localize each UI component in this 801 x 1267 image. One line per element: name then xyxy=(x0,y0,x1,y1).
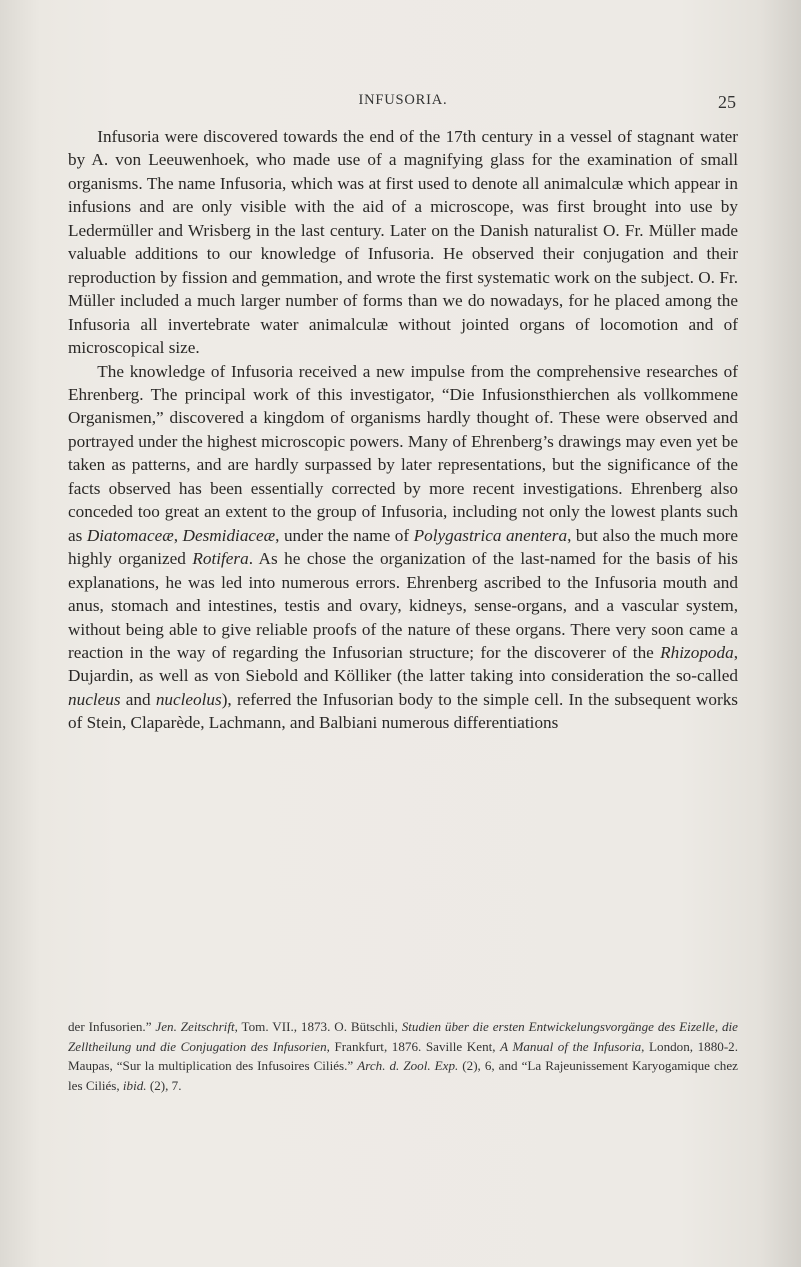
italic-term: Polygastrica anentera xyxy=(413,525,568,545)
text-run: , Dujardin, as well as von Siebold and Kölliker (the latter taking into consideration the so-called xyxy=(68,642,738,686)
italic-term: Rhizopoda xyxy=(660,642,734,662)
paragraph-1-text: Infusoria were discovered towards the end of the 17th century in a vessel of stagnant water by A. von Leeuwenhoek, who made use of a magnifying glass for the examination of small organisms. The name Infusoria, which was at first used to denote all animalculæ which appear in infusions and are only visible with the aid of a microscope, was first brought into use by Ledermüller and Wrisberg in the last century. Later on the Danish naturalist O. Fr. Müller made valuable additions to our knowledge of Infusoria. He observed their conjugation and their reproduction by fission and gemmation, and wrote the first systematic work on the subject. O. Fr. Müller included a much larger number of forms than we do nowadays, for he placed among the Infusoria all invertebrate water animalculæ without jointed organs of locomotion and of microscopical size. xyxy=(68,127,738,358)
text-run: . As he chose the organization of the last-named for the basis of his explanations, he was led into numerous errors. Ehrenberg ascribed to the Infusoria mouth and anus, stomach and intestines, testis and ovary, kidneys, sense-organs, and a vascular system, without being able to give reliable proofs of the nature of these organs. There very soon came a reaction in the way of regarding the Infusorian structure; for the discoverer of the xyxy=(68,549,738,662)
italic-term: nucleus xyxy=(68,689,121,709)
text-run: , London, 1880-2. Maupas, “Sur la multiplication des Infusoires Ciliés.” xyxy=(68,1038,738,1073)
text-run: (2), 7. xyxy=(146,1077,182,1093)
body-text xyxy=(68,125,738,735)
italic-citation: A Manual of the Infusoria xyxy=(500,1038,642,1054)
italic-term: Diatomaceæ xyxy=(86,525,174,545)
text-run: , Tom. VII., 1873. O. Bütschli, xyxy=(234,1019,402,1034)
italic-term: Rotifera xyxy=(192,549,249,569)
italic-citation: ibid. xyxy=(122,1077,147,1093)
italic-citation: Arch. d. Zool. Exp. xyxy=(357,1058,459,1073)
running-title: INFUSORIA. xyxy=(358,92,448,108)
paragraph-2 xyxy=(68,360,738,735)
text-run: , under the name of xyxy=(275,525,414,545)
footnote-text xyxy=(68,1017,738,1095)
page-header xyxy=(68,92,738,122)
text-run: ), referred the Infusorian body to the simple cell. In the subsequent works of Stein, Claparède, Lachmann, and Balbiani numerous differentiations xyxy=(68,689,738,733)
italic-citation: Studien über die ersten Entwickelungsvorgänge des Eizelle, die Zelltheilung und die Conjugation des Infusorien xyxy=(68,1019,738,1054)
text-run: , xyxy=(173,525,183,545)
italic-citation: Jen. Zeitschrift xyxy=(155,1019,235,1034)
page-number: 25 xyxy=(718,92,736,112)
text-run: , but also the much more highly organized xyxy=(68,525,739,569)
paragraph-1 xyxy=(68,125,738,360)
italic-term: Desmidiaceæ xyxy=(182,525,276,545)
text-run: and xyxy=(120,689,156,709)
text-run: der Infusorien.” xyxy=(68,1019,156,1034)
footnote xyxy=(68,1017,738,1095)
italic-term: nucleolus xyxy=(155,689,222,709)
text-run: The knowledge of Infusoria received a new impulse from the comprehensive researches of Ehrenberg. The principal work of this investigator, “Die Infusionsthierchen als vollkommene Organismen,” discovered a kingdom of organisms hardly thought of. These were observed and portrayed under the highest microscopic powers. Many of Ehrenberg’s drawings may even yet be taken as patterns, and are hardly surpassed by later representations, but the significance of the facts observed has been essentially corrected by more recent investigations. Ehrenberg also conceded too great an extent to the group of Infusoria, including not only the lowest plants such as xyxy=(68,361,738,545)
text-run: , Frankfurt, 1876. Saville Kent, xyxy=(326,1038,501,1054)
text-run: (2), 6, and “La Rajeunissement Karyogamique chez les Ciliés, xyxy=(68,1058,738,1093)
